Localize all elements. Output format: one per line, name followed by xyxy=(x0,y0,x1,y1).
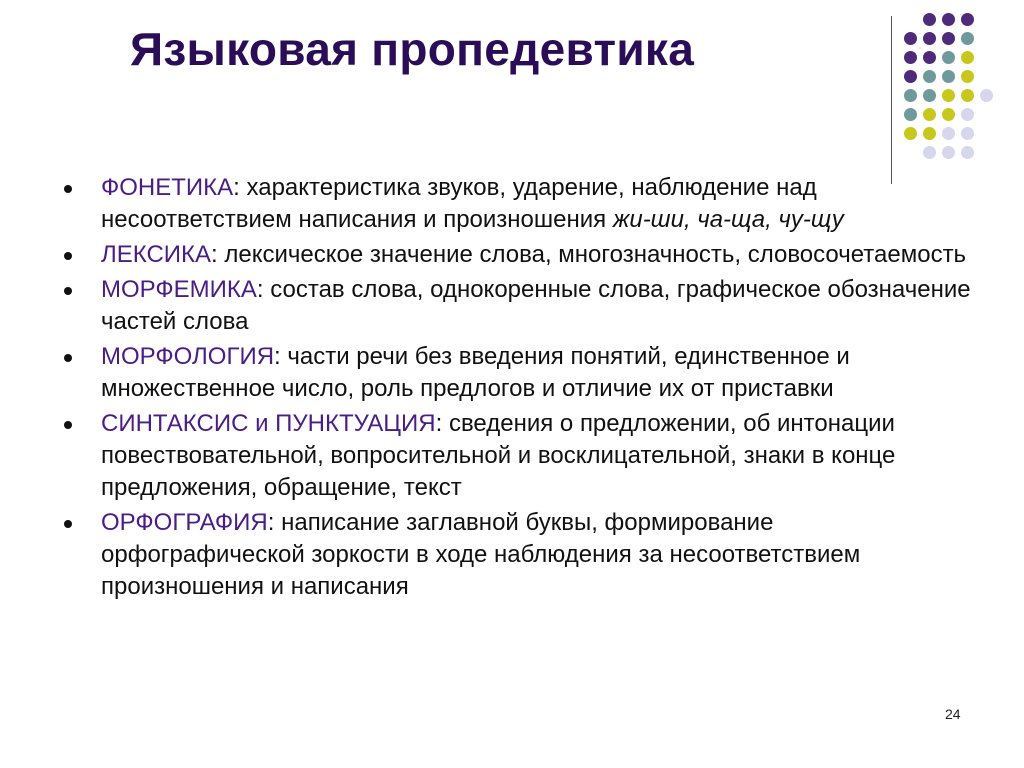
decorative-dot xyxy=(961,13,974,26)
decorative-dot xyxy=(961,70,974,83)
decorative-dot xyxy=(904,32,917,45)
decorative-dot xyxy=(961,89,974,102)
topic-description: : лексическое значение слова, многозначность, словосочетаемость xyxy=(211,241,967,268)
decorative-dot xyxy=(980,89,993,102)
topic-term: ЛЕКСИКА xyxy=(101,241,212,268)
topic-example: жи-ши, ча-ща, чу-щу xyxy=(612,206,844,233)
bullet-icon xyxy=(64,287,72,295)
decorative-dot xyxy=(923,70,936,83)
decorative-dot xyxy=(923,89,936,102)
decorative-dot xyxy=(942,13,955,26)
topic-description: : сведения о предложении, об интонации повествовательной, вопросительной и восклицательной, знаки в конце предложения, обращение, текст xyxy=(101,410,896,501)
bullet-icon xyxy=(64,354,72,362)
decorative-dot xyxy=(904,70,917,83)
page-number: 24 xyxy=(945,706,961,722)
topic-description: : написание заглавной буквы, формирование орфографической зоркости в ходе наблюдения за несоответствием произношения и написания xyxy=(101,509,861,600)
decorative-dot xyxy=(942,70,955,83)
decorative-dot xyxy=(942,146,955,159)
decorative-dot xyxy=(904,127,917,140)
decorative-dot xyxy=(923,51,936,64)
divider-line xyxy=(891,16,892,184)
decorative-dot xyxy=(923,32,936,45)
decorative-dot xyxy=(961,108,974,121)
topic-description: : состав слова, однокоренные слова, графическое обозначение частей слова xyxy=(101,276,971,335)
list-item xyxy=(64,172,974,236)
topic-term: ОРФОГРАФИЯ xyxy=(101,509,268,536)
list-item xyxy=(64,341,974,405)
topic-description: : части речи без введения понятий, единственное и множественное число, роль предлогов и отличие их от приставки xyxy=(101,343,850,402)
topic-term: МОРФОЛОГИЯ xyxy=(101,343,275,370)
decorative-dot xyxy=(942,89,955,102)
decorative-dot xyxy=(961,51,974,64)
list-item xyxy=(64,274,974,338)
list-item xyxy=(64,507,974,603)
decorative-dot xyxy=(923,108,936,121)
decorative-dot xyxy=(904,89,917,102)
decorative-dot xyxy=(961,127,974,140)
bullet-icon xyxy=(64,520,72,528)
decorative-dot xyxy=(904,51,917,64)
decorative-dot xyxy=(942,51,955,64)
decorative-dot xyxy=(942,108,955,121)
topic-term: ФОНЕТИКА xyxy=(101,174,234,201)
topic-list xyxy=(64,172,974,603)
decorative-dot xyxy=(942,127,955,140)
slide-content xyxy=(64,172,974,606)
decorative-dot xyxy=(923,146,936,159)
topic-term: СИНТАКСИС и ПУНКТУАЦИЯ xyxy=(101,410,436,437)
topic-term: МОРФЕМИКА xyxy=(101,276,257,303)
decorative-dot xyxy=(904,108,917,121)
decorative-dot xyxy=(942,32,955,45)
bullet-icon xyxy=(64,252,72,260)
bullet-icon xyxy=(64,185,72,193)
topic-description: : характеристика звуков, ударение, наблюдение над несоответствием написания и произношения xyxy=(101,174,817,233)
bullet-icon xyxy=(64,421,72,429)
decorative-dot xyxy=(923,127,936,140)
decorative-dot xyxy=(961,32,974,45)
decorative-dot xyxy=(961,146,974,159)
decorative-dot xyxy=(923,13,936,26)
slide-title: Языковая пропедевтика xyxy=(130,23,695,75)
list-item xyxy=(64,408,974,504)
decorative-dot-grid xyxy=(900,10,1020,170)
list-item xyxy=(64,239,974,271)
